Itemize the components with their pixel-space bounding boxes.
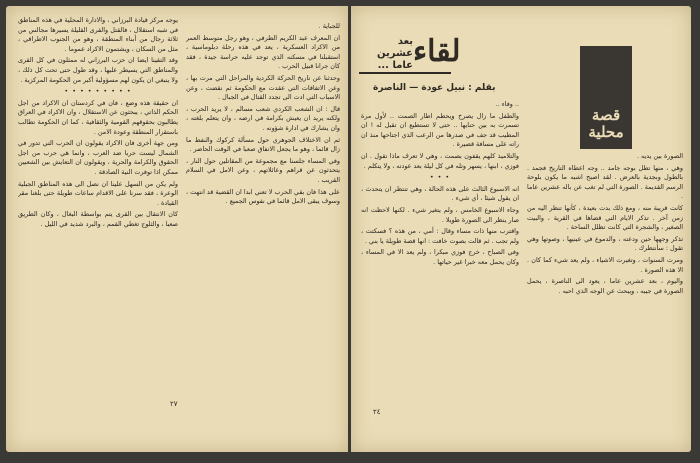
story-subtitle: بعد عشرين عاما ... xyxy=(377,36,413,71)
paragraph: وحدثنا عن تاريخ الحركة الكردية والمراحل التي مرت بها ، وعن الاتفاقات التي عقدت مع الحكومة ثم نقضت ، وعن الاسباب التي ادت الى تجدد القتال في الجبال . xyxy=(186,73,340,102)
paragraph: كان الانتقال بين القرى يتم بواسطة البغال ، وكان الطريق صعبا ، والثلوج تغطي القمم ، والبرد شديد في الليل . xyxy=(18,210,178,228)
page-number: ٢٧ xyxy=(170,400,178,408)
paragraph: على هذا فان بقي الحرب لا تعني ابدا ان القضية قد انتهت ، وسوف يبقى الامل قائما في نفوس الجميع . xyxy=(186,187,340,206)
paragraph: وفي الصباح ، خرج فوزي مبكرا ، ولم يعد الا في المساء ، وكان يحمل معه خبرا غير حياتها . xyxy=(361,248,519,266)
right-page-column-right xyxy=(527,152,683,400)
paragraph: • • • • • • • • • xyxy=(64,87,132,96)
section-label-line: محلية xyxy=(588,123,624,141)
story-title: لقاء xyxy=(413,34,461,69)
page-number: ٢٤ xyxy=(373,408,381,416)
title-underline xyxy=(359,72,451,74)
paragraph: واقترب منها ذات مساء وقال : أمي ، من هذه ؟ فسكتت ، ولم تجب . ثم قالت بصوت خافت : انها قصة طويلة يا بني . xyxy=(361,227,519,245)
paragraph: والتلاميذ كلهم يقفون بصمت ، وهي لا تعرف ماذا تقول . ان فوزي ، ابنها ، يسهر وتله في كل ليلة بعد عودته ، ولا يتكلم . xyxy=(361,151,519,170)
paragraph: وجاء الاسبوع الخامس ، ولم يتغير شيء . لكنها لاحظت انه صار ينظر الى الصورة طويلا . xyxy=(361,205,519,224)
paragraph: وقد التقينا ايضا ان حزب البرزاني له ممثلون في كل القرى والمناطق التي يسيطر عليها ، وقد طول حتى تحت كل ذلك ، ولا ينبغي ان يكون لهم مسؤولية أكبر من الحكومة المركزية . xyxy=(18,56,178,84)
left-page xyxy=(6,6,348,452)
paragraph: ان حقيقة هذه وضع ، فان في كردستان ان الاكراد من اجل الحكم الذاتي ، يبحثون عن الاستقلال ، وان الاكراد في العراق يطالبون بحقوقهم القومية والثقافية ، كما ان الحكومة تطالب باستقرار المنطقة وعودة الامن . xyxy=(18,98,178,136)
paragraph: ان المعرف عبد الكريم الطرفي ، وهو رجل متوسط العمر من الاكراد العسكرية ، يعد في هذه رحلة دبلوماسية ، استقبلنا في مسكنه الذي توجد عليه حراسة جيدة ، فقد كان جرانا قبيل الحرب . xyxy=(186,33,340,71)
paragraph: والطفل ما زال يصرخ ويحطم اطار الصمت .. لأول مرة تسمرت به بين حنايها .. حتى لا تستطيع ان تقبل له ! ان المطيب قد جف في صدرها من الرعب الذي اجتاحها منذ ان راته على مسافة قصيرة . xyxy=(361,111,519,149)
paragraph: تذكر وجهها حين ودعته ، والدموع في عينيها ، وصوتها وهي تقول : سأنتظرك . xyxy=(527,234,683,253)
paragraph: ومرت السنوات ، وتغيرت الاشياء ، ولم يعد شيء كما كان . الا هذه الصورة . xyxy=(527,255,683,274)
paragraph: ثم ان الاختلاف الجوهري حول مسألة كركوك والنفط ما زال قائما ، وهو ما يجعل الاتفاق صعبا في الوقت الحاضر . xyxy=(186,135,340,154)
paragraph: وفي المساء جلسنا مع مجموعة من المقاتلين حول النار ، يتحدثون عن قراهم وعائلاتهم ، وعن الامل في السلام القريب . xyxy=(186,156,340,184)
paragraph: للجباية . xyxy=(318,22,340,30)
byline: بقلم : نبيل عودة — الناصرة xyxy=(373,83,496,93)
paragraph: كانت قريبة منه ، ومع ذلك بدت بعيدة ، كأنها تنظر اليه من زمن آخر . تذكر الايام التي قضاها في القرية ، والبيت الصغير ، والشجرة التي كانت تظلل الساحة . xyxy=(527,203,683,232)
paragraph: واليوم ، بعد عشرين عاما ، يعود الى الناصرة ، يحمل الصورة في جيبه ، ويبحث عن الوجه الذي احبه . xyxy=(527,277,683,295)
paragraph: قال : ان الشعب الكردي شعب مسالم ، لا يريد الحرب ، ولكنه يريد ان يعيش بكرامة في ارضه ، وان يتعلم بلغته ، وان يشارك في ادارة شؤونه . xyxy=(186,104,340,132)
left-page-column-left xyxy=(186,22,340,396)
paragraph: وهي ، منها تطل بوجه جامد .. وجه اعطاه التاريخ فجمد . بالطول وبجدية بالعرض . لقد اصبح اشبه ما يكون بلوحة الرسم القديمة . الصورة التي لم تغب عن باله عشرين عاما . xyxy=(527,163,683,201)
paragraph: انه الاسبوع الثالث على هذه الحالة ، وهي تنتظر ان يتحدث ، ان يقول شيئا ، أي شيء . xyxy=(361,184,519,203)
paragraph: يوجه مركز قيادة البرزاني ، والادارة المحلية في هذه المناطق في شبه استقلال ، فالقتل والقرى القليلة يسيرها مجالس من ثلاثة رجال من أبناء المنطقة ، وهو من الجنوب الاطراقي ، مثل من السكان ، ويشتمون الاكراد عموما . xyxy=(18,16,178,53)
right-page-column-left xyxy=(361,100,519,400)
right-page xyxy=(351,6,691,452)
paragraph: ومن جهة أخرى فان الاكراد يقولون ان الحرب التي تدور في الشمال ليست حربا ضد العرب ، وانما هي حرب من اجل الحقوق والكرامة والحرية ، ويقولون ان التعايش بين الشعبين ممكن اذا توفرت النية الصادقة . xyxy=(18,139,178,176)
paragraph: • • • xyxy=(429,173,451,182)
paragraph: ولم يكن من السهل علينا ان نصل الى هذه المناطق الجبلية الوعرة ، فقد سرنا على الاقدام ساعات طويلة حتى بلغنا مقر القيادة . xyxy=(18,179,178,207)
paragraph: .. وفاء .. xyxy=(495,100,519,108)
left-page-column-right xyxy=(18,16,178,396)
section-label-line: قصة xyxy=(591,106,621,124)
section-label-box xyxy=(580,46,632,149)
paragraph: الصورة بين يديه . xyxy=(636,152,683,160)
